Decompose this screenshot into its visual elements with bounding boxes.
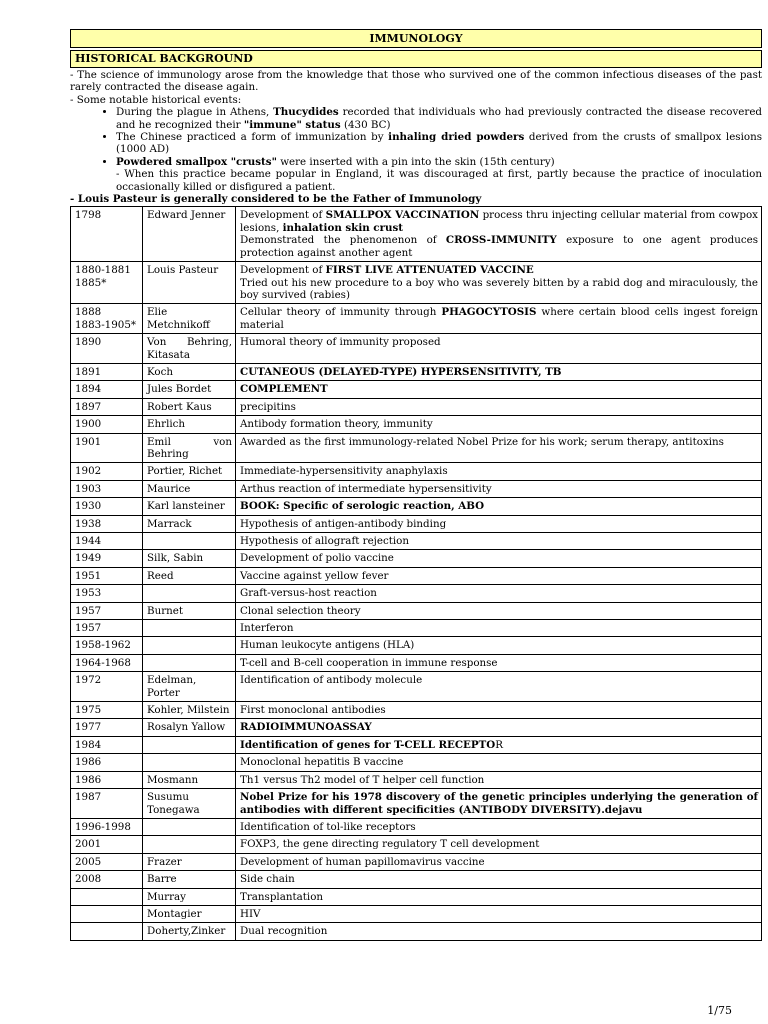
table-row — [71, 334, 762, 364]
description-cell: Nobel Prize for his 1978 discovery of the genetic principles underlying the generation of antibodies with different specificities (ANTIBODY DIVERSITY).dejavu — [236, 789, 762, 819]
year-cell: 1958-1962 — [71, 637, 143, 654]
table-row — [71, 533, 762, 550]
description-cell: Identification of genes for T-CELL RECEPTOR — [236, 736, 762, 753]
year-cell: 1957 — [71, 620, 143, 637]
name-cell — [143, 620, 236, 637]
description-cell: Hypothesis of allograft rejection — [236, 533, 762, 550]
year-cell: 1938 — [71, 515, 143, 532]
table-row — [71, 463, 762, 480]
table-row — [71, 923, 762, 940]
year-cell: 1901 — [71, 433, 143, 463]
description-cell: CUTANEOUS (DELAYED-TYPE) HYPERSENSITIVITY, TB — [236, 363, 762, 380]
description-cell: Hypothesis of antigen-antibody binding — [236, 515, 762, 532]
list-item: • Powdered smallpox "crusts" were inserted with a pin into the skin (15th century) — [116, 156, 762, 168]
table-row — [71, 620, 762, 637]
description-cell: Graft-versus-host reaction — [236, 585, 762, 602]
description-cell: Development of human papillomavirus vaccine — [236, 853, 762, 870]
description-cell: Cellular theory of immunity through PHAGOCYTOSIS where certain blood cells ingest foreign material — [236, 304, 762, 334]
description-cell: Vaccine against yellow fever — [236, 567, 762, 584]
year-cell: 1930 — [71, 498, 143, 515]
intro-paragraph: - The science of immunology arose from the knowledge that those who survived one of the common infectious diseases of the past rarely contracted the disease again. — [70, 69, 762, 94]
name-cell: Burnet — [143, 602, 236, 619]
table-row — [71, 771, 762, 788]
description-cell: FOXP3, the gene directing regulatory T cell development — [236, 836, 762, 853]
intro-text — [70, 69, 762, 205]
list-item: • The Chinese practiced a form of immunization by inhaling dried powders derived from the crusts of smallpox lesions (1000 AD) — [116, 131, 762, 156]
name-cell — [143, 736, 236, 753]
year-cell: 1972 — [71, 672, 143, 702]
description-cell: COMPLEMENT — [236, 381, 762, 398]
name-cell: Maurice — [143, 480, 236, 497]
table-row — [71, 416, 762, 433]
description-cell: Development of FIRST LIVE ATTENUATED VACCINE Tried out his new procedure to a boy who was severely bitten by a rabid dog and miraculously, the boy survived (rabies) — [236, 262, 762, 304]
intro-paragraph: - Louis Pasteur is generally considered to be the Father of Immunology — [70, 193, 482, 206]
name-cell — [143, 754, 236, 771]
description-cell: BOOK: Specific of serologic reaction, ABO — [236, 498, 762, 515]
name-cell — [143, 836, 236, 853]
name-cell: Frazer — [143, 853, 236, 870]
description-cell: Dual recognition — [236, 923, 762, 940]
name-cell: Edelman, Porter — [143, 672, 236, 702]
table-row — [71, 836, 762, 853]
description-cell: Identification of tol-like receptors — [236, 818, 762, 835]
table-row — [71, 207, 762, 262]
name-cell: Karl lansteiner — [143, 498, 236, 515]
table-row — [71, 381, 762, 398]
description-cell: Clonal selection theory — [236, 602, 762, 619]
description-cell: First monoclonal antibodies — [236, 702, 762, 719]
year-cell: 2005 — [71, 853, 143, 870]
year-cell: 1986 — [71, 771, 143, 788]
year-cell: 1903 — [71, 480, 143, 497]
year-cell — [71, 888, 143, 905]
table-row — [71, 672, 762, 702]
description-cell: precipitins — [236, 398, 762, 415]
name-cell — [143, 818, 236, 835]
year-cell: 1977 — [71, 719, 143, 736]
name-cell: Elie Metchnikoff — [143, 304, 236, 334]
table-row — [71, 637, 762, 654]
table-row — [71, 602, 762, 619]
year-cell: 1953 — [71, 585, 143, 602]
description-cell: Interferon — [236, 620, 762, 637]
name-cell: Edward Jenner — [143, 207, 236, 262]
description-cell: Side chain — [236, 871, 762, 888]
name-cell: Louis Pasteur — [143, 262, 236, 304]
name-cell — [143, 533, 236, 550]
table-row — [71, 789, 762, 819]
name-cell: Rosalyn Yallow — [143, 719, 236, 736]
document-page — [70, 29, 762, 941]
table-row — [71, 515, 762, 532]
table-row — [71, 363, 762, 380]
year-cell: 1888 1883-1905* — [71, 304, 143, 334]
name-cell: Kohler, Milstein — [143, 702, 236, 719]
table-row — [71, 818, 762, 835]
table-row — [71, 754, 762, 771]
year-cell: 1890 — [71, 334, 143, 364]
event-list — [70, 106, 762, 168]
table-row — [71, 480, 762, 497]
description-cell: Humoral theory of immunity proposed — [236, 334, 762, 364]
year-cell: 1798 — [71, 207, 143, 262]
year-cell: 1951 — [71, 567, 143, 584]
name-cell: Silk, Sabin — [143, 550, 236, 567]
table-row — [71, 398, 762, 415]
name-cell — [143, 637, 236, 654]
name-cell: Von Behring, Kitasata — [143, 334, 236, 364]
year-cell: 1964-1968 — [71, 654, 143, 671]
table-row — [71, 853, 762, 870]
year-cell: 1891 — [71, 363, 143, 380]
table-row — [71, 702, 762, 719]
year-cell: 1894 — [71, 381, 143, 398]
name-cell — [143, 585, 236, 602]
table-row — [71, 498, 762, 515]
table-row — [71, 304, 762, 334]
description-cell: Development of polio vaccine — [236, 550, 762, 567]
description-cell: HIV — [236, 905, 762, 922]
name-cell: Susumu Tonegawa — [143, 789, 236, 819]
year-cell: 1986 — [71, 754, 143, 771]
description-cell: Human leukocyte antigens (HLA) — [236, 637, 762, 654]
name-cell: Koch — [143, 363, 236, 380]
year-cell: 2008 — [71, 871, 143, 888]
table-row — [71, 567, 762, 584]
table-row — [71, 905, 762, 922]
year-cell: 1987 — [71, 789, 143, 819]
description-cell: Th1 versus Th2 model of T helper cell function — [236, 771, 762, 788]
description-cell: Antibody formation theory, immunity — [236, 416, 762, 433]
table-row — [71, 550, 762, 567]
name-cell: Reed — [143, 567, 236, 584]
description-cell: Immediate-hypersensitivity anaphylaxis — [236, 463, 762, 480]
name-cell: Emil von Behring — [143, 433, 236, 463]
name-cell — [143, 654, 236, 671]
page-title: IMMUNOLOGY — [70, 29, 762, 48]
table-row — [71, 262, 762, 304]
name-cell: Barre — [143, 871, 236, 888]
year-cell: 1957 — [71, 602, 143, 619]
description-cell: Identification of antibody molecule — [236, 672, 762, 702]
year-cell: 1984 — [71, 736, 143, 753]
intro-paragraph: - Some notable historical events: — [70, 93, 242, 106]
description-cell: Development of SMALLPOX VACCINATION process thru injecting cellular material from cowpox lesions, inhalation skin crust Demonstrated the phenomenon of CROSS-IMMUNITY exposure to one agent produces protection against another agent — [236, 207, 762, 262]
table-row — [71, 433, 762, 463]
section-heading: HISTORICAL BACKGROUND — [70, 50, 762, 68]
year-cell: 1944 — [71, 533, 143, 550]
year-cell: 1949 — [71, 550, 143, 567]
year-cell: 1902 — [71, 463, 143, 480]
description-cell: Arthus reaction of intermediate hypersensitivity — [236, 480, 762, 497]
description-cell: T-cell and B-cell cooperation in immune response — [236, 654, 762, 671]
table-row — [71, 585, 762, 602]
year-cell: 1880-1881 1885* — [71, 262, 143, 304]
description-cell: RADIOIMMUNOASSAY — [236, 719, 762, 736]
table-row — [71, 719, 762, 736]
description-cell: Monoclonal hepatitis B vaccine — [236, 754, 762, 771]
name-cell: Robert Kaus — [143, 398, 236, 415]
name-cell: Murray — [143, 888, 236, 905]
year-cell: 1996-1998 — [71, 818, 143, 835]
sub-note: - When this practice became popular in England, it was discouraged at first, partly because the practice of inoculation occasionally killed or disfigured a patient. — [116, 168, 762, 193]
name-cell: Doherty,Zinker — [143, 923, 236, 940]
name-cell: Mosmann — [143, 771, 236, 788]
year-cell: 1975 — [71, 702, 143, 719]
year-cell — [71, 923, 143, 940]
page-number: 1/75 — [707, 1004, 732, 1017]
table-row — [71, 736, 762, 753]
table-row — [71, 654, 762, 671]
year-cell: 1900 — [71, 416, 143, 433]
table-row — [71, 888, 762, 905]
name-cell: Portier, Richet — [143, 463, 236, 480]
description-cell: Awarded as the first immunology-related Nobel Prize for his work; serum therapy, antitoxins — [236, 433, 762, 463]
name-cell: Ehrlich — [143, 416, 236, 433]
table-row — [71, 871, 762, 888]
name-cell: Montagier — [143, 905, 236, 922]
name-cell: Jules Bordet — [143, 381, 236, 398]
history-table — [70, 206, 762, 940]
year-cell: 1897 — [71, 398, 143, 415]
year-cell — [71, 905, 143, 922]
year-cell: 2001 — [71, 836, 143, 853]
name-cell: Marrack — [143, 515, 236, 532]
description-cell: Transplantation — [236, 888, 762, 905]
list-item: • During the plague in Athens, Thucydides recorded that individuals who had previously contracted the disease recovered and he recognized their "immune" status (430 BC) — [116, 106, 762, 131]
